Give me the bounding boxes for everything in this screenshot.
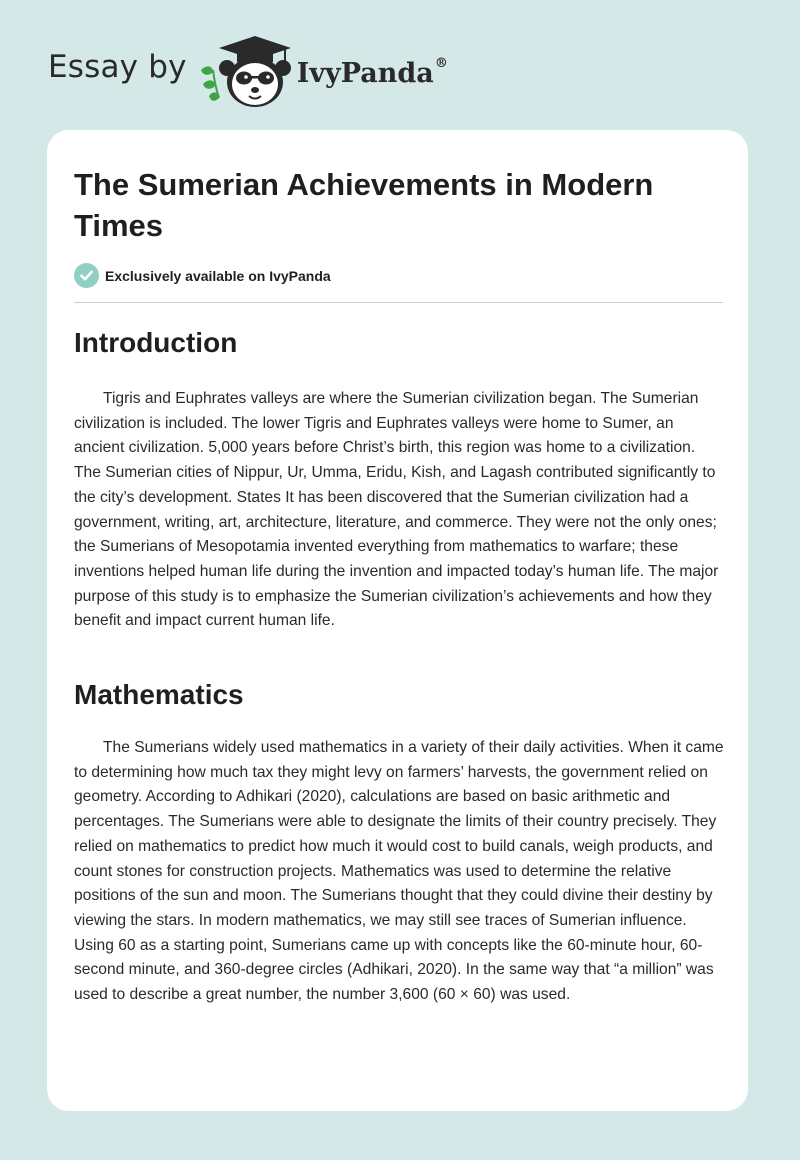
- section-heading-mathematics: Mathematics: [74, 679, 244, 710]
- exclusive-badge-label: Exclusively available on IvyPanda: [105, 267, 331, 284]
- ivypanda-brand[interactable]: [296, 55, 448, 89]
- page-title: The Sumerian Achievements in Modern Times: [74, 167, 654, 243]
- check-circle-icon: [74, 263, 99, 288]
- panda-logo-icon[interactable]: [197, 30, 293, 110]
- site-header: [48, 30, 448, 110]
- exclusive-badge: [74, 263, 331, 288]
- essay-card: [47, 130, 748, 1111]
- essay-by-label: Essay by: [48, 49, 187, 85]
- section-text-introduction: Tigris and Euphrates valleys are where the Sumerian civilization began. The Sumerian civilization is included. The lower Tigris and Euphrates valleys were home to Sumer, an ancient civilization. 5,000 years before Christ’s birth, this region was home to a civilization. The Sumerian cities of Nippur, Ur, Umma, Eridu, Kish, and Lagash contributed significantly to the city’s development. States It has been discovered that the Sumerian civilization had a government, writing, art, architecture, literature, and commerce. They were not the only ones; the Sumerians of Mesopotamia invented everything from mathematics to warfare; these inventions helped human life during the invention and impacted today’s human life. The major purpose of this study is to emphasize the Sumerian civilization’s achievements and how they benefit and impact current human life.: [74, 390, 719, 630]
- title-divider: [74, 302, 723, 303]
- section-heading-introduction: Introduction: [74, 327, 238, 358]
- section-text-mathematics: The Sumerians widely used mathematics in a variety of their daily activities. When it came to determining how much tax they might levy on farmers’ harvests, the government relied on geometry. According to Adhikari (2020), calculations are based on basic arithmetic and percentages. The Sumerians were able to designate the limits of their country precisely. They relied on mathematics to predict how much it would cost to build canals, weigh products, and count stones for construction projects. Mathematics was used to determine the relative positions of the sun and moon. The Sumerians thought that they could divine their destiny by viewing the stars. In modern mathematics, we may still see traces of Sumerian influence. Using 60 as a starting point, Sumerians came up with concepts like the 60-minute hour, 60-second minute, and 360-degree circles (Adhikari, 2020). In the same way that “a million” was used to describe a great number, the number 3,600 (60 × 60) was used.: [74, 739, 724, 1004]
- trademark-symbol: ®: [434, 55, 448, 71]
- brand-name-text: IvyPanda: [296, 57, 434, 89]
